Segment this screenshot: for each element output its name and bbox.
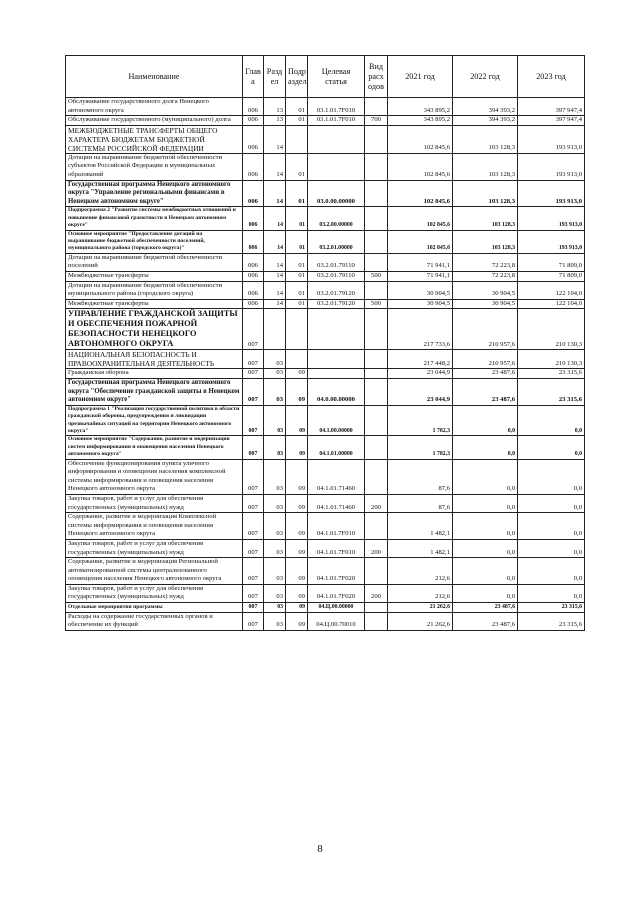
table-row bbox=[66, 180, 585, 207]
cell-expense-type bbox=[365, 207, 388, 230]
cell-2022: 72 223,8 bbox=[453, 271, 518, 281]
budget-table bbox=[65, 55, 585, 631]
cell-expense-type: 200 bbox=[365, 494, 388, 512]
header-glava: Глав а bbox=[243, 56, 264, 98]
cell-glava: 007 bbox=[243, 369, 264, 379]
cell-razdel: 03 bbox=[264, 369, 286, 379]
cell-podrazdel: 09 bbox=[286, 612, 308, 630]
cell-podrazdel: 01 bbox=[286, 253, 308, 271]
table-row bbox=[66, 271, 585, 281]
table-row bbox=[66, 378, 585, 405]
cell-razdel: 03 bbox=[264, 378, 286, 405]
table-row bbox=[66, 459, 585, 494]
cell-2023: 210 130,3 bbox=[518, 350, 585, 369]
cell-target-article: 03.2.01.79110 bbox=[308, 253, 365, 271]
cell-2021: 87,6 bbox=[388, 459, 453, 494]
cell-2022: 0,0 bbox=[453, 513, 518, 540]
table-row bbox=[66, 309, 585, 350]
cell-2023: 0,0 bbox=[518, 584, 585, 602]
cell-razdel: 14 bbox=[264, 207, 286, 230]
cell-name: Межбюджетные трансферты bbox=[66, 271, 243, 281]
cell-2023: 193 913,0 bbox=[518, 207, 585, 230]
cell-razdel: 14 bbox=[264, 253, 286, 271]
cell-razdel: 03 bbox=[264, 494, 286, 512]
cell-2023: 0,0 bbox=[518, 459, 585, 494]
cell-podrazdel: 01 bbox=[286, 153, 308, 180]
cell-2023: 0,0 bbox=[518, 436, 585, 459]
cell-name: МЕЖБЮДЖЕТНЫЕ ТРАНСФЕРТЫ ОБЩЕГО ХАРАКТЕРА БЮДЖЕТАМ БЮДЖЕТНОЙ СИСТЕМЫ РОССИЙСКОЙ ФЕДЕРАЦИИ bbox=[66, 125, 243, 153]
cell-glava: 007 bbox=[243, 584, 264, 602]
header-razdel: Разд ел bbox=[264, 56, 286, 98]
cell-razdel: 14 bbox=[264, 125, 286, 153]
cell-2021: 102 845,6 bbox=[388, 125, 453, 153]
table-row bbox=[66, 253, 585, 271]
cell-expense-type bbox=[365, 253, 388, 271]
cell-expense-type bbox=[365, 603, 388, 613]
cell-expense-type: 500 bbox=[365, 299, 388, 309]
cell-target-article: 04.1.01.71460 bbox=[308, 494, 365, 512]
cell-expense-type bbox=[365, 513, 388, 540]
cell-expense-type bbox=[365, 230, 388, 253]
page-number: 8 bbox=[317, 843, 323, 855]
header-year-2023: 2023 год bbox=[518, 56, 585, 98]
cell-2022: 30 904,5 bbox=[453, 299, 518, 309]
cell-razdel: 14 bbox=[264, 299, 286, 309]
cell-name: Содержание, развитие и модернизация Региональной автоматизированной системы централизованного оповещения населения Ненецкого автономного округа bbox=[66, 558, 243, 585]
cell-2023: 122 104,0 bbox=[518, 299, 585, 309]
table-row bbox=[66, 125, 585, 153]
cell-podrazdel bbox=[286, 125, 308, 153]
cell-target-article: 04.1.01.7F010 bbox=[308, 513, 365, 540]
cell-name: УПРАВЛЕНИЕ ГРАЖДАНСКОЙ ЗАЩИТЫ И ОБЕСПЕЧЕНИЯ ПОЖАРНОЙ БЕЗОПАСНОСТИ НЕНЕЦКОГО АВТОНОМНОГО ОКРУГА bbox=[66, 309, 243, 350]
cell-target-article bbox=[308, 369, 365, 379]
table-row bbox=[66, 230, 585, 253]
cell-name: Дотации на выравнивание бюджетной обеспеченности муниципального района (городского округа) bbox=[66, 281, 243, 299]
cell-target-article: 04.Ц.00.00000 bbox=[308, 603, 365, 613]
table-body bbox=[66, 98, 585, 631]
cell-podrazdel bbox=[286, 350, 308, 369]
cell-podrazdel: 09 bbox=[286, 405, 308, 436]
cell-2021: 71 941,1 bbox=[388, 253, 453, 271]
cell-razdel: 14 bbox=[264, 180, 286, 207]
cell-name: Гражданская оборона bbox=[66, 369, 243, 379]
cell-podrazdel: 09 bbox=[286, 558, 308, 585]
cell-name: Обслуживание государственного долга Ненецкого автономного округа bbox=[66, 98, 243, 116]
cell-razdel bbox=[264, 309, 286, 350]
cell-target-article: 03.2.01.79110 bbox=[308, 271, 365, 281]
cell-glava: 007 bbox=[243, 436, 264, 459]
cell-2022: 103 128,3 bbox=[453, 180, 518, 207]
cell-razdel: 03 bbox=[264, 558, 286, 585]
cell-glava: 007 bbox=[243, 494, 264, 512]
cell-expense-type bbox=[365, 558, 388, 585]
cell-name: Межбюджетные трансферты bbox=[66, 299, 243, 309]
table-row bbox=[66, 116, 585, 126]
cell-name: НАЦИОНАЛЬНАЯ БЕЗОПАСНОСТЬ И ПРАВООХРАНИТЕЛЬНАЯ ДЕЯТЕЛЬНОСТЬ bbox=[66, 350, 243, 369]
cell-razdel: 13 bbox=[264, 98, 286, 116]
cell-2023: 71 809,0 bbox=[518, 271, 585, 281]
cell-2023: 193 913,0 bbox=[518, 180, 585, 207]
cell-razdel: 03 bbox=[264, 584, 286, 602]
cell-2022: 103 128,3 bbox=[453, 125, 518, 153]
cell-2023: 122 104,0 bbox=[518, 281, 585, 299]
cell-razdel: 03 bbox=[264, 459, 286, 494]
cell-podrazdel: 09 bbox=[286, 378, 308, 405]
cell-razdel: 13 bbox=[264, 116, 286, 126]
cell-2022: 23 487,6 bbox=[453, 369, 518, 379]
cell-2021: 212,6 bbox=[388, 584, 453, 602]
cell-glava: 007 bbox=[243, 405, 264, 436]
cell-2023: 193 913,0 bbox=[518, 230, 585, 253]
cell-razdel: 14 bbox=[264, 230, 286, 253]
cell-expense-type bbox=[365, 369, 388, 379]
cell-glava: 007 bbox=[243, 603, 264, 613]
cell-expense-type bbox=[365, 98, 388, 116]
cell-2022: 30 904,5 bbox=[453, 281, 518, 299]
cell-2021: 1 782,3 bbox=[388, 405, 453, 436]
cell-glava: 006 bbox=[243, 180, 264, 207]
cell-2023: 23 315,6 bbox=[518, 369, 585, 379]
table-row bbox=[66, 603, 585, 613]
cell-target-article: 04.0.00.00000 bbox=[308, 378, 365, 405]
cell-expense-type bbox=[365, 459, 388, 494]
cell-target-article: 04.Ц.00.70010 bbox=[308, 612, 365, 630]
table-row bbox=[66, 584, 585, 602]
cell-glava: 007 bbox=[243, 558, 264, 585]
cell-2022: 0,0 bbox=[453, 494, 518, 512]
cell-glava: 006 bbox=[243, 153, 264, 180]
cell-2022: 210 957,6 bbox=[453, 309, 518, 350]
cell-glava: 006 bbox=[243, 281, 264, 299]
cell-2023: 71 809,0 bbox=[518, 253, 585, 271]
cell-glava: 007 bbox=[243, 459, 264, 494]
cell-target-article: 04.1.01.7F010 bbox=[308, 539, 365, 557]
cell-name: Государственная программа Ненецкого автономного округа "Управление региональными финансами в Ненецком автономном округе" bbox=[66, 180, 243, 207]
cell-name: Закупка товаров, работ и услуг для обеспечения государственных (муниципальных) нужд bbox=[66, 584, 243, 602]
cell-2022: 210 957,6 bbox=[453, 350, 518, 369]
cell-glava: 007 bbox=[243, 309, 264, 350]
cell-podrazdel: 01 bbox=[286, 271, 308, 281]
cell-2023: 0,0 bbox=[518, 405, 585, 436]
cell-name: Закупка товаров, работ и услуг для обеспечения государственных (муниципальных) нужд bbox=[66, 539, 243, 557]
cell-glava: 007 bbox=[243, 350, 264, 369]
cell-2022: 0,0 bbox=[453, 405, 518, 436]
cell-target-article: 04.1.01.7F020 bbox=[308, 558, 365, 585]
header-year-2021: 2021 год bbox=[388, 56, 453, 98]
cell-2022: 23 487,6 bbox=[453, 378, 518, 405]
cell-target-article: 04.1.00.00000 bbox=[308, 405, 365, 436]
cell-2022: 0,0 bbox=[453, 459, 518, 494]
cell-podrazdel: 09 bbox=[286, 459, 308, 494]
cell-2023: 397 947,4 bbox=[518, 116, 585, 126]
cell-2023: 0,0 bbox=[518, 513, 585, 540]
cell-expense-type bbox=[365, 350, 388, 369]
cell-target-article: 03.2.01.79120 bbox=[308, 281, 365, 299]
cell-target-article: 04.1.01.00000 bbox=[308, 436, 365, 459]
cell-2021: 343 895,2 bbox=[388, 116, 453, 126]
cell-expense-type bbox=[365, 153, 388, 180]
cell-target-article: 03.2.01.79120 bbox=[308, 299, 365, 309]
cell-2022: 103 128,3 bbox=[453, 153, 518, 180]
header-year-2022: 2022 год bbox=[453, 56, 518, 98]
cell-expense-type bbox=[365, 180, 388, 207]
cell-podrazdel: 09 bbox=[286, 513, 308, 540]
cell-glava: 006 bbox=[243, 125, 264, 153]
table-row bbox=[66, 153, 585, 180]
header-podrazdel: Подр аздел bbox=[286, 56, 308, 98]
header-expense-type: Вид расх одов bbox=[365, 56, 388, 98]
cell-2023: 193 913,0 bbox=[518, 125, 585, 153]
cell-target-article bbox=[308, 125, 365, 153]
cell-2023: 397 947,4 bbox=[518, 98, 585, 116]
cell-target-article bbox=[308, 153, 365, 180]
cell-podrazdel: 01 bbox=[286, 281, 308, 299]
cell-expense-type bbox=[365, 378, 388, 405]
cell-target-article bbox=[308, 309, 365, 350]
table-row bbox=[66, 98, 585, 116]
cell-podrazdel bbox=[286, 309, 308, 350]
cell-2023: 0,0 bbox=[518, 558, 585, 585]
cell-target-article: 03.0.00.00000 bbox=[308, 180, 365, 207]
table-row bbox=[66, 207, 585, 230]
cell-podrazdel: 01 bbox=[286, 116, 308, 126]
cell-2021: 23 044,9 bbox=[388, 369, 453, 379]
table-row bbox=[66, 299, 585, 309]
cell-2021: 102 845,6 bbox=[388, 180, 453, 207]
cell-glava: 006 bbox=[243, 299, 264, 309]
cell-target-article: 03.1.01.7F010 bbox=[308, 116, 365, 126]
cell-glava: 006 bbox=[243, 207, 264, 230]
table-row bbox=[66, 513, 585, 540]
cell-glava: 006 bbox=[243, 271, 264, 281]
cell-name: Подпрограмма 2 "Развитие системы межбюджетных отношений и повышение финансовой грамотности в Ненецком автономном округе" bbox=[66, 207, 243, 230]
cell-glava: 007 bbox=[243, 539, 264, 557]
cell-2023: 210 130,3 bbox=[518, 309, 585, 350]
cell-expense-type bbox=[365, 309, 388, 350]
cell-2022: 23 487,6 bbox=[453, 603, 518, 613]
cell-2021: 217 448,2 bbox=[388, 350, 453, 369]
cell-2022: 0,0 bbox=[453, 558, 518, 585]
cell-name: Основное мероприятие "Содержание, развитие и модернизация систем информирования и оповещения населения Ненецкого автономного округа" bbox=[66, 436, 243, 459]
cell-name: Дотации на выравнивание бюджетной обеспеченности поселений bbox=[66, 253, 243, 271]
cell-podrazdel: 09 bbox=[286, 584, 308, 602]
cell-name: Закупка товаров, работ и услуг для обеспечения государственных (муниципальных) нужд bbox=[66, 494, 243, 512]
cell-podrazdel: 09 bbox=[286, 494, 308, 512]
cell-2021: 1 482,1 bbox=[388, 539, 453, 557]
cell-podrazdel: 01 bbox=[286, 299, 308, 309]
cell-2023: 23 315,6 bbox=[518, 603, 585, 613]
header-target-article: Целевая статья bbox=[308, 56, 365, 98]
table-header-row bbox=[66, 56, 585, 98]
cell-2021: 87,6 bbox=[388, 494, 453, 512]
cell-name: Обслуживание государственного (муниципального) долга bbox=[66, 116, 243, 126]
cell-expense-type: 200 bbox=[365, 584, 388, 602]
cell-2023: 23 315,6 bbox=[518, 378, 585, 405]
cell-2021: 71 941,1 bbox=[388, 271, 453, 281]
cell-target-article: 04.1.01.71460 bbox=[308, 459, 365, 494]
cell-name: Обеспечение функционирования пункта уличного информирования и оповещения населения комплексной системы информирования и оповещения населения Ненецкого автономного округа bbox=[66, 459, 243, 494]
cell-2021: 1 782,3 bbox=[388, 436, 453, 459]
cell-glava: 006 bbox=[243, 116, 264, 126]
cell-podrazdel: 09 bbox=[286, 539, 308, 557]
cell-2022: 0,0 bbox=[453, 539, 518, 557]
cell-razdel: 03 bbox=[264, 612, 286, 630]
cell-podrazdel: 01 bbox=[286, 180, 308, 207]
cell-2022: 72 223,8 bbox=[453, 253, 518, 271]
table-row bbox=[66, 539, 585, 557]
table-row bbox=[66, 558, 585, 585]
cell-2022: 23 487,6 bbox=[453, 612, 518, 630]
table-row bbox=[66, 612, 585, 630]
cell-expense-type bbox=[365, 281, 388, 299]
cell-2021: 30 904,5 bbox=[388, 281, 453, 299]
cell-podrazdel: 09 bbox=[286, 436, 308, 459]
cell-2021: 102 845,6 bbox=[388, 207, 453, 230]
cell-razdel: 14 bbox=[264, 271, 286, 281]
table-row bbox=[66, 281, 585, 299]
cell-razdel: 03 bbox=[264, 436, 286, 459]
cell-razdel: 03 bbox=[264, 513, 286, 540]
cell-target-article: 03.2.00.00000 bbox=[308, 207, 365, 230]
table-row bbox=[66, 350, 585, 369]
cell-expense-type: 200 bbox=[365, 539, 388, 557]
cell-2021: 217 733,6 bbox=[388, 309, 453, 350]
cell-2022: 394 393,2 bbox=[453, 98, 518, 116]
cell-glava: 007 bbox=[243, 612, 264, 630]
cell-name: Содержание, развитие и модернизация Комплексной системы информирования и оповещения населения Ненецкого автономного округа bbox=[66, 513, 243, 540]
cell-2021: 1 482,1 bbox=[388, 513, 453, 540]
cell-target-article: 04.1.01.7F020 bbox=[308, 584, 365, 602]
cell-2022: 103 128,3 bbox=[453, 230, 518, 253]
cell-podrazdel: 09 bbox=[286, 369, 308, 379]
cell-glava: 006 bbox=[243, 230, 264, 253]
cell-razdel: 03 bbox=[264, 539, 286, 557]
cell-glava: 007 bbox=[243, 513, 264, 540]
cell-2022: 0,0 bbox=[453, 584, 518, 602]
cell-expense-type: 500 bbox=[365, 271, 388, 281]
cell-expense-type bbox=[365, 612, 388, 630]
cell-razdel: 03 bbox=[264, 405, 286, 436]
cell-podrazdel: 01 bbox=[286, 98, 308, 116]
table-row bbox=[66, 369, 585, 379]
cell-2023: 0,0 bbox=[518, 494, 585, 512]
cell-glava: 006 bbox=[243, 253, 264, 271]
cell-expense-type bbox=[365, 436, 388, 459]
cell-2021: 212,6 bbox=[388, 558, 453, 585]
cell-razdel: 14 bbox=[264, 281, 286, 299]
cell-2021: 23 044,9 bbox=[388, 378, 453, 405]
cell-podrazdel: 01 bbox=[286, 230, 308, 253]
cell-podrazdel: 09 bbox=[286, 603, 308, 613]
cell-razdel: 03 bbox=[264, 350, 286, 369]
cell-expense-type bbox=[365, 125, 388, 153]
cell-name: Дотации на выравнивание бюджетной обеспеченности субъектов Российской Федерации и муниципальных образований bbox=[66, 153, 243, 180]
cell-2021: 102 845,6 bbox=[388, 230, 453, 253]
cell-expense-type bbox=[365, 405, 388, 436]
cell-2021: 30 904,5 bbox=[388, 299, 453, 309]
cell-razdel: 03 bbox=[264, 603, 286, 613]
cell-2021: 21 262,6 bbox=[388, 603, 453, 613]
cell-2021: 343 895,2 bbox=[388, 98, 453, 116]
table-row bbox=[66, 494, 585, 512]
cell-expense-type: 700 bbox=[365, 116, 388, 126]
cell-2023: 193 913,0 bbox=[518, 153, 585, 180]
cell-2022: 0,0 bbox=[453, 436, 518, 459]
cell-2022: 103 128,3 bbox=[453, 207, 518, 230]
cell-2022: 394 393,2 bbox=[453, 116, 518, 126]
table-row bbox=[66, 436, 585, 459]
cell-podrazdel: 01 bbox=[286, 207, 308, 230]
cell-name: Расходы на содержание государственных органов и обеспечение их функций bbox=[66, 612, 243, 630]
cell-name: Отдельные мероприятия программы bbox=[66, 603, 243, 613]
table-row bbox=[66, 405, 585, 436]
cell-name: Основное мероприятие "Предоставление дотаций на выравнивание бюджетной обеспеченности поселений, муниципального района (городского округа)" bbox=[66, 230, 243, 253]
cell-target-article: 03.2.01.00000 bbox=[308, 230, 365, 253]
cell-2021: 102 845,6 bbox=[388, 153, 453, 180]
cell-2021: 21 262,6 bbox=[388, 612, 453, 630]
cell-razdel: 14 bbox=[264, 153, 286, 180]
header-name: Наименование bbox=[66, 56, 243, 98]
cell-glava: 007 bbox=[243, 378, 264, 405]
cell-target-article: 03.1.01.7F010 bbox=[308, 98, 365, 116]
cell-glava: 006 bbox=[243, 98, 264, 116]
cell-2023: 23 315,6 bbox=[518, 612, 585, 630]
cell-name: Подпрограмма 1 "Реализация государственной политики в области гражданской обороны, предупреждения и ликвидации чрезвычайных ситуаций на территории Ненецкого автономного округа" bbox=[66, 405, 243, 436]
cell-2023: 0,0 bbox=[518, 539, 585, 557]
cell-target-article bbox=[308, 350, 365, 369]
cell-name: Государственная программа Ненецкого автономного округа "Обеспечение гражданской защиты в Ненецком автономном округе" bbox=[66, 378, 243, 405]
